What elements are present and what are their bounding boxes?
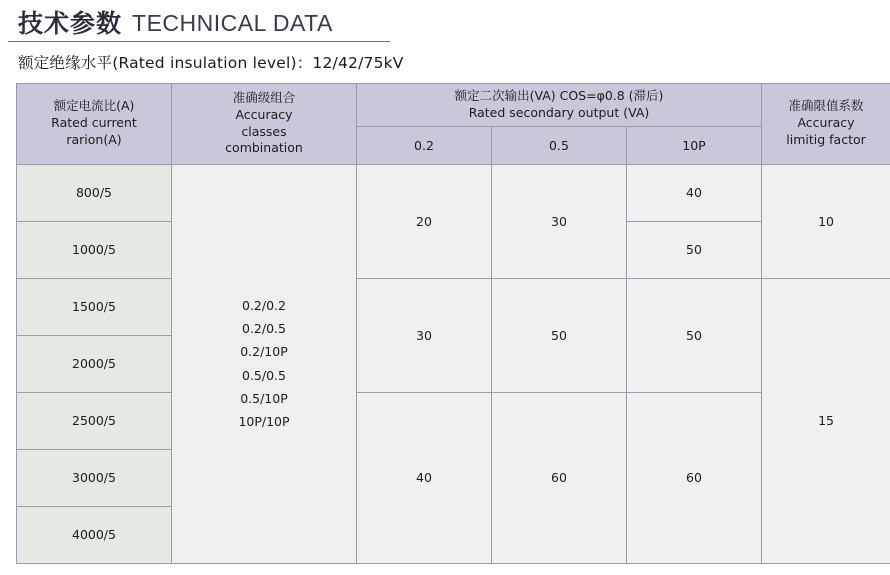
header-accuracy-classes [172,83,357,164]
cell-alf: 10 [762,164,890,278]
accuracy-item: 0.5/10P [240,390,288,406]
header-secondary-output [357,83,762,126]
cell-output-05: 60 [492,392,627,563]
header-accuracy-cn: 准确级组合 [232,89,296,105]
cell-rated-current: 1000/5 [17,221,172,278]
accuracy-item: 0.2/0.2 [242,298,286,314]
header-rated-current-en2: rarion(A) [66,131,122,147]
header-class-02: 0.2 [357,126,492,164]
cell-rated-current: 4000/5 [17,506,172,563]
cell-output-05: 30 [492,164,627,278]
header-accuracy-en3: combination [225,140,303,156]
cell-rated-current: 2500/5 [17,392,172,449]
technical-data-table-wrap [8,83,882,564]
cell-output-02: 30 [357,278,492,392]
header-alf-cn: 准确限值系数 [788,98,864,114]
cell-rated-current: 1500/5 [17,278,172,335]
table-row [17,392,890,449]
accuracy-item: 0.2/0.5 [242,321,286,337]
table-row [17,278,890,335]
page-title-en: TECHNICAL DATA [132,10,333,37]
cell-rated-current: 800/5 [17,164,172,221]
accuracy-item: 0.2/10P [240,344,288,360]
header-secondary-en: Rated secondary output (VA) [468,104,650,120]
header-alf-en2: limitig factor [786,131,866,147]
header-accuracy-en1: Accuracy [235,106,293,122]
cell-output-02: 40 [357,392,492,563]
technical-data-table [16,83,890,564]
cell-output-10p: 60 [627,392,762,563]
rated-insulation-level: 额定绝缘水平(Rated insulation level)：12/42/75kV [18,53,404,72]
header-rated-current [17,83,172,164]
cell-rated-current: 3000/5 [17,449,172,506]
header-class-10p: 10P [627,126,762,164]
header-secondary-cn: 额定二次输出(VA) COS=φ0.8 (滞后) [454,87,664,103]
header-alf-en1: Accuracy [797,115,855,131]
header-accuracy-limit-factor [762,83,890,164]
page-title-cn: 技术参数 [18,9,123,38]
cell-alf: 15 [762,278,890,563]
header-rated-current-cn: 额定电流比(A) [53,98,135,114]
table-row [17,164,890,221]
header-class-05: 0.5 [492,126,627,164]
cell-output-10p: 50 [627,278,762,392]
page-title [8,10,390,42]
cell-accuracy-combination [172,164,357,563]
cell-output-10p: 40 [627,164,762,221]
header-rated-current-en1: Rated current [51,115,137,131]
accuracy-item: 0.5/0.5 [242,367,286,383]
cell-rated-current: 2000/5 [17,335,172,392]
header-accuracy-en2: classes [241,123,287,139]
accuracy-item: 10P/10P [238,413,290,429]
cell-output-02: 20 [357,164,492,278]
cell-output-05: 50 [492,278,627,392]
cell-output-10p: 50 [627,221,762,278]
table-header-row-1 [17,83,890,126]
